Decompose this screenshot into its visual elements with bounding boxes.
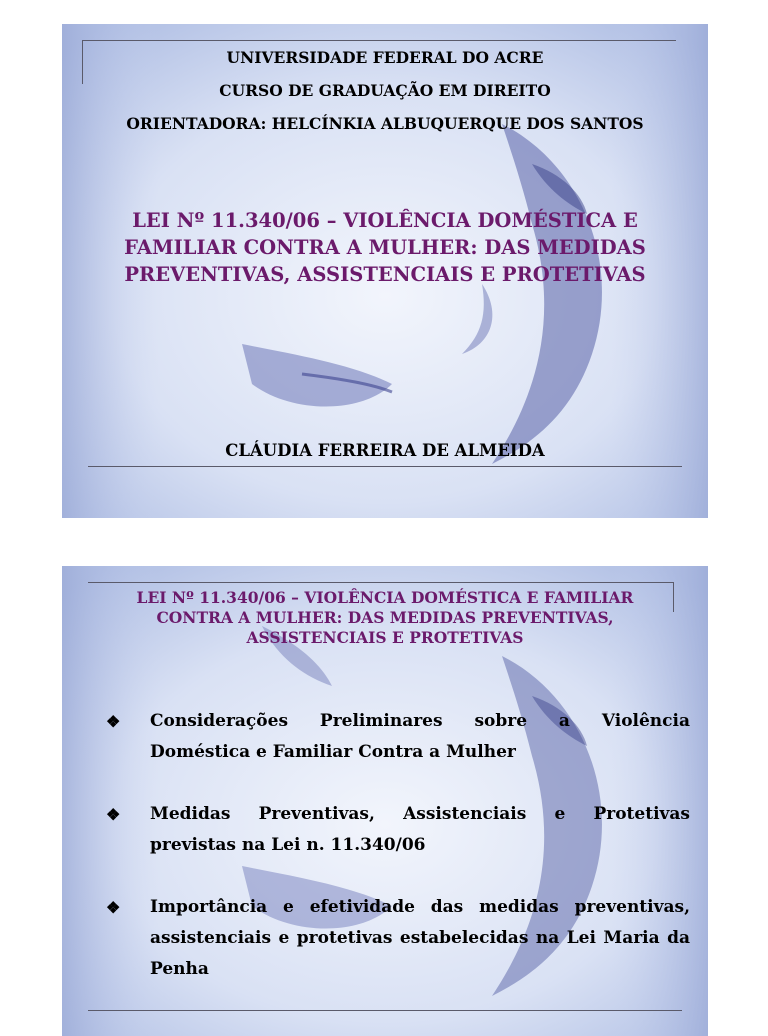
header-course: CURSO DE GRADUAÇÃO EM DIREITO [219, 81, 551, 100]
list-item [106, 706, 690, 768]
topic-list [106, 706, 690, 1016]
top-rule [82, 40, 676, 41]
header-advisor: ORIENTADORA: HELCÍNKIA ALBUQUERQUE DOS SANTOS [126, 114, 644, 133]
list-item [106, 799, 690, 861]
title-line-1: LEI Nº 11.340/06 – VIOLÊNCIA DOMÉSTICA E FAMILIAR [136, 588, 634, 607]
slide-2 [62, 566, 708, 1036]
title-line-3: ASSISTENCIAIS E PROTETIVAS [246, 628, 524, 647]
bottom-rule [88, 1010, 682, 1011]
diamond-bullet-icon: ❖ [106, 712, 121, 731]
list-item-text: Considerações Preliminares sobre a Violência Doméstica e Familiar Contra a Mulher [150, 711, 690, 762]
list-item-text: Medidas Preventivas, Assistenciais e Protetivas previstas na Lei n. 11.340/06 [150, 804, 690, 855]
title-line-3: PREVENTIVAS, ASSISTENCIAIS E PROTETIVAS [124, 263, 646, 286]
diamond-bullet-icon: ❖ [106, 805, 121, 824]
bottom-rule [88, 466, 682, 467]
author-name: CLÁUDIA FERREIRA DE ALMEIDA [225, 441, 545, 460]
list-item-text: Importância e efetividade das medidas preventivas, assistenciais e protetivas estabelecidas na Lei Maria da Penha [150, 897, 690, 979]
slide-1 [62, 24, 708, 518]
list-item [106, 892, 690, 985]
title-line-2: FAMILIAR CONTRA A MULHER: DAS MEDIDAS [124, 236, 646, 259]
title-line-2: CONTRA A MULHER: DAS MEDIDAS PREVENTIVAS, [156, 608, 614, 627]
diamond-bullet-icon: ❖ [106, 898, 121, 917]
header-university: UNIVERSIDADE FEDERAL DO ACRE [226, 48, 544, 67]
title-line-1: LEI Nº 11.340/06 – VIOLÊNCIA DOMÉSTICA E [132, 209, 638, 232]
top-rule [88, 582, 674, 583]
